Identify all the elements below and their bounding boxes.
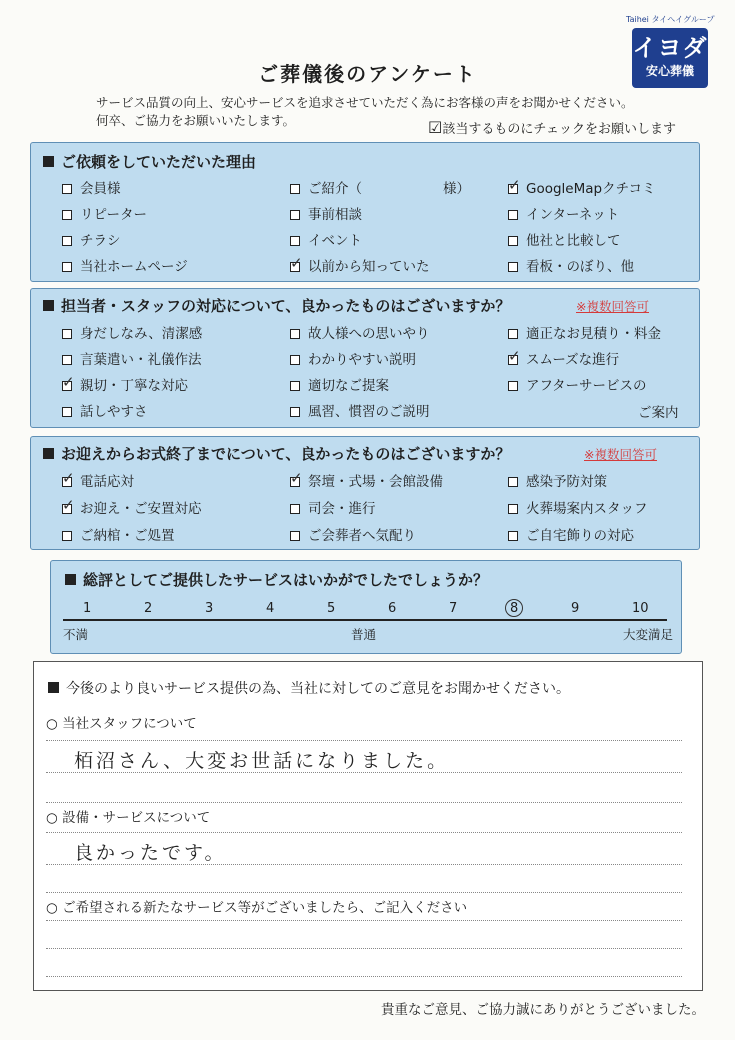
option-label: わかりやすい説明 bbox=[308, 352, 416, 368]
question-new-services: ○ ご希望される新たなサービス等がございましたら、ご記入ください bbox=[46, 900, 468, 916]
checkbox-checked[interactable] bbox=[62, 469, 75, 487]
check-tick-icon: ✓ bbox=[508, 176, 521, 194]
checkbox[interactable] bbox=[62, 355, 72, 365]
option-item[interactable] bbox=[62, 374, 188, 394]
scale-label-mid: 普通 bbox=[351, 627, 377, 642]
checkbox[interactable] bbox=[290, 355, 300, 365]
checkbox[interactable] bbox=[290, 184, 300, 194]
option-label: スムーズな進行 bbox=[526, 352, 620, 368]
scale-number[interactable]: 4 bbox=[266, 601, 275, 616]
checkbox[interactable] bbox=[508, 236, 518, 246]
option-item[interactable] bbox=[290, 322, 430, 342]
option-item[interactable] bbox=[290, 348, 416, 368]
option-item[interactable] bbox=[508, 177, 656, 197]
option-item[interactable] bbox=[508, 229, 621, 249]
multiple-answer-note: ※複数回答可 bbox=[576, 299, 649, 314]
option-label: 事前相談 bbox=[308, 207, 362, 223]
comments-title: 今後のより良いサービス提供の為、当社に対してのご意見をお聞かせください。 bbox=[48, 678, 570, 698]
check-instruction bbox=[428, 118, 676, 137]
option-item[interactable] bbox=[508, 203, 619, 223]
checkbox-checked[interactable] bbox=[508, 176, 521, 194]
group-logo-text: Taihei タイヘイグループ bbox=[626, 15, 715, 24]
option-label: 言葉遣い・礼儀作法 bbox=[80, 352, 202, 368]
section-reason-title: ご依頼をしていただいた理由 bbox=[43, 151, 256, 172]
option-label: 看板・のぼり、他 bbox=[526, 259, 634, 275]
checkbox[interactable] bbox=[508, 477, 518, 487]
option-item[interactable] bbox=[508, 322, 661, 342]
question-staff: ○ 当社スタッフについて bbox=[46, 716, 197, 732]
checkbox[interactable] bbox=[290, 210, 300, 220]
logo-sub-text: 安心葬儀 bbox=[645, 64, 694, 78]
scale-line bbox=[63, 619, 667, 621]
checkbox[interactable] bbox=[62, 236, 72, 246]
option-label: ご会葬者へ気配り bbox=[308, 528, 416, 544]
option-item[interactable] bbox=[62, 497, 202, 517]
answer-staff: 栢沼さん、大変お世話になりました。 bbox=[74, 750, 450, 772]
option-item[interactable] bbox=[62, 177, 121, 197]
scale-number[interactable]: 3 bbox=[205, 601, 214, 616]
check-tick-icon: ✓ bbox=[62, 469, 75, 487]
option-label: 司会・進行 bbox=[308, 501, 376, 517]
scale-number[interactable]: 1 bbox=[83, 601, 92, 616]
check-tick-icon: ✓ bbox=[508, 347, 521, 365]
option-item[interactable] bbox=[290, 400, 430, 420]
option-label: イベント bbox=[308, 233, 362, 249]
selected-circle-icon bbox=[505, 599, 523, 617]
option-item[interactable] bbox=[62, 229, 121, 249]
option-label: 親切・丁寧な対応 bbox=[80, 378, 188, 394]
option-item[interactable] bbox=[290, 374, 389, 394]
option-item[interactable] bbox=[508, 470, 607, 490]
intro-line-1: サービス品質の向上、安心サービスを追求させていただく為にお客様の声をお聞かせください。 bbox=[96, 95, 634, 110]
rating-title: 総評としてご提供したサービスはいかがでしたでしょうか？ bbox=[65, 569, 488, 590]
checkbox[interactable] bbox=[62, 184, 72, 194]
section-ceremony-title: お迎えからお式終了までについて、良かったものはございますか？ bbox=[43, 443, 510, 464]
option-label: 火葬場案内スタッフ bbox=[526, 501, 648, 517]
option-item[interactable] bbox=[62, 470, 134, 490]
option-label: 電話応対 bbox=[80, 474, 134, 490]
option-item[interactable] bbox=[508, 348, 619, 368]
checkbox[interactable] bbox=[290, 381, 300, 391]
option-item[interactable] bbox=[290, 255, 430, 275]
option-item[interactable] bbox=[62, 348, 202, 368]
option-item[interactable] bbox=[62, 322, 202, 342]
checkbox[interactable] bbox=[62, 262, 72, 272]
option-item[interactable] bbox=[290, 203, 362, 223]
checkbox[interactable] bbox=[508, 504, 518, 514]
option-item[interactable] bbox=[290, 177, 470, 197]
checkbox[interactable] bbox=[508, 531, 518, 541]
checkbox-checked[interactable] bbox=[290, 254, 303, 272]
scale-number[interactable]: 10 bbox=[632, 601, 649, 616]
option-label: インターネット bbox=[526, 207, 620, 223]
scale-label-low: 不満 bbox=[63, 627, 89, 642]
multiple-answer-note: ※複数回答可 bbox=[584, 447, 657, 462]
check-tick-icon: ✓ bbox=[62, 496, 75, 514]
option-item[interactable] bbox=[508, 255, 634, 275]
rating-section bbox=[50, 560, 682, 654]
checkbox[interactable] bbox=[62, 329, 72, 339]
option-label: 適切なご提案 bbox=[308, 378, 389, 394]
option-label: GoogleMapクチコミ bbox=[526, 181, 656, 197]
checkbox-checked[interactable] bbox=[290, 469, 303, 487]
option-label: 感染予防対策 bbox=[526, 474, 607, 490]
option-label: ご紹介（ 様） bbox=[308, 181, 470, 197]
checkbox[interactable] bbox=[508, 210, 518, 220]
checkbox[interactable] bbox=[62, 210, 72, 220]
option-label: ご納棺・ご処置 bbox=[80, 528, 175, 544]
intro-line-2: 何卒、ご協力をお願いいたします。 bbox=[96, 113, 296, 128]
option-item[interactable] bbox=[508, 374, 647, 394]
option-label: 会員様 bbox=[80, 181, 121, 197]
checkbox-checked[interactable] bbox=[62, 373, 75, 391]
option-label: 他社と比較して bbox=[526, 233, 621, 249]
option-label: アフターサービスの bbox=[526, 378, 647, 394]
option-label: 身だしなみ、清潔感 bbox=[80, 326, 203, 342]
scale-number[interactable]: 6 bbox=[388, 601, 397, 616]
checkmark-icon: ☑ bbox=[428, 118, 443, 137]
check-instruction-text: 該当するものにチェックをお願いします bbox=[442, 122, 676, 137]
option-item[interactable] bbox=[290, 229, 362, 249]
question-facilities: ○ 設備・サービスについて bbox=[46, 810, 211, 826]
scale-number[interactable]: 2 bbox=[144, 601, 153, 616]
checkbox[interactable] bbox=[290, 504, 300, 514]
option-label: 話しやすさ bbox=[80, 404, 148, 420]
option-label: ご自宅飾りの対応 bbox=[526, 528, 634, 544]
option-item[interactable] bbox=[508, 524, 634, 544]
option-item[interactable] bbox=[62, 203, 147, 223]
option-item[interactable] bbox=[290, 470, 443, 490]
option-label: 当社ホームページ bbox=[80, 259, 188, 275]
footer-thanks: 貴重なご意見、ご協力誠にありがとうございました。 bbox=[381, 1002, 705, 1018]
answer-facilities: 良かったです。 bbox=[74, 842, 227, 864]
option-item[interactable] bbox=[62, 524, 175, 544]
scale-number[interactable]: 7 bbox=[449, 601, 458, 616]
checkbox-checked[interactable] bbox=[62, 496, 75, 514]
option-item[interactable] bbox=[62, 255, 188, 275]
scale-number[interactable]: 5 bbox=[327, 601, 336, 616]
check-tick-icon: ✓ bbox=[290, 469, 303, 487]
checkbox[interactable] bbox=[508, 329, 518, 339]
option-label: チラシ bbox=[80, 233, 121, 249]
checkbox[interactable] bbox=[62, 531, 72, 541]
checkbox-checked[interactable] bbox=[508, 347, 521, 365]
option-item[interactable] bbox=[62, 400, 148, 420]
option-continuation: ご案内 bbox=[638, 405, 679, 421]
option-item[interactable] bbox=[290, 524, 416, 544]
checkbox[interactable] bbox=[290, 531, 300, 541]
option-label: 適正なお見積り・料金 bbox=[526, 326, 661, 342]
checkbox[interactable] bbox=[508, 262, 518, 272]
checkbox[interactable] bbox=[290, 329, 300, 339]
section-staff-title: 担当者・スタッフの対応について、良かったものはございますか？ bbox=[43, 295, 510, 316]
option-label: リピーター bbox=[80, 207, 147, 223]
checkbox[interactable] bbox=[508, 381, 518, 391]
checkbox[interactable] bbox=[290, 407, 300, 417]
option-item[interactable] bbox=[290, 497, 376, 517]
checkbox[interactable] bbox=[290, 236, 300, 246]
option-label: 祭壇・式場・会館設備 bbox=[308, 474, 443, 490]
scale-label-high: 大変満足 bbox=[622, 627, 673, 642]
checkbox[interactable] bbox=[62, 407, 72, 417]
option-label: 故人様への思いやり bbox=[308, 326, 430, 342]
check-tick-icon: ✓ bbox=[290, 254, 303, 272]
option-item[interactable] bbox=[508, 497, 648, 517]
comments-section bbox=[33, 661, 703, 991]
page-title: ご葬儀後のアンケート bbox=[258, 62, 477, 86]
option-label: 以前から知っていた bbox=[308, 259, 430, 275]
option-label: お迎え・ご安置対応 bbox=[80, 501, 202, 517]
logo-main-text: イヨダ bbox=[632, 34, 708, 62]
option-label: 風習、慣習のご説明 bbox=[308, 404, 430, 420]
check-tick-icon: ✓ bbox=[62, 373, 75, 391]
scale-number[interactable]: 9 bbox=[571, 601, 580, 616]
scale-number[interactable]: 8 bbox=[510, 601, 519, 616]
